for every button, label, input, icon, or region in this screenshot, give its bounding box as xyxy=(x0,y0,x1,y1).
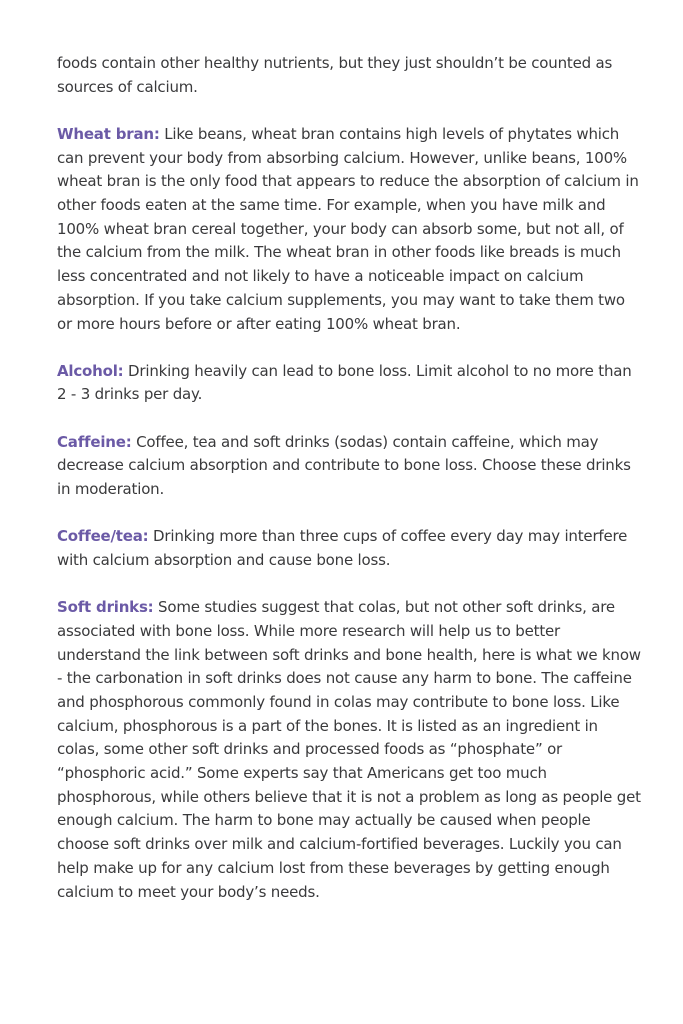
alcohol-text: Drinking heavily can lead to bone loss. Limit alcohol to no more than 2 - 3 drinks per day. xyxy=(57,361,632,404)
caffeine-term: Caffeine: xyxy=(57,432,132,451)
document-page xyxy=(57,52,642,928)
alcohol-term: Alcohol: xyxy=(57,361,124,380)
intro-paragraph: foods contain other healthy nutrients, but they just shouldn’t be counted as sources of calcium. xyxy=(57,54,613,96)
soft-drinks-term: Soft drinks: xyxy=(57,598,154,617)
soft-drinks-paragraph xyxy=(57,596,642,904)
caffeine-text: Coffee, tea and soft drinks (sodas) contain caffeine, which may decrease calcium absorption and contribute to bone loss. Choose these drinks in moderation. xyxy=(57,432,631,499)
coffee-tea-term: Coffee/tea: xyxy=(57,527,149,546)
wheat-bran-term: Wheat bran: xyxy=(57,124,160,143)
coffee-tea-text: Drinking more than three cups of coffee every day may interfere with calcium absorption and cause bone loss. xyxy=(57,527,628,569)
soft-drinks-text: Some studies suggest that colas, but not other soft drinks, are associated with bone loss. While more research will help us to better understand the link between soft drinks and bone health, here is what we know - the carbonation in soft drinks does not cause any harm to bone. The caffeine and phosphorous commonly found in colas may contribute to bone loss. Like calcium, phosphorous is a part of the bones. It is listed as an ingredient in colas, some other soft drinks and processed foods as “phosphate” or “phosphoric acid.” Some experts say that Americans get too much phosphorous, while others believe that it is not a problem as long as people get enough calcium. The harm to bone may actually be caused when people choose soft drinks over milk and calcium-fortified beverages. Luckily you can help make up for any calcium lost from these beverages by getting enough calcium to meet your body’s needs. xyxy=(57,598,641,901)
wheat-bran-paragraph xyxy=(57,123,642,336)
caffeine-paragraph xyxy=(57,431,642,502)
alcohol-paragraph xyxy=(57,360,642,407)
coffee-tea-paragraph xyxy=(57,525,642,572)
wheat-bran-text: Like beans, wheat bran contains high levels of phytates which can prevent your body from absorbing calcium. However, unlike beans, 100% wheat bran is the only food that appears to reduce the absorption of calcium in other foods eaten at the same time. For example, when you have milk and 100% wheat bran cereal together, your body can absorb some, but not all, of the calcium from the milk. The wheat bran in other foods like breads is much less concentrated and not likely to have a noticeable impact on calcium absorption. If you take calcium supplements, you may want to take them two or more hours before or after eating 100% wheat bran. xyxy=(57,124,639,333)
